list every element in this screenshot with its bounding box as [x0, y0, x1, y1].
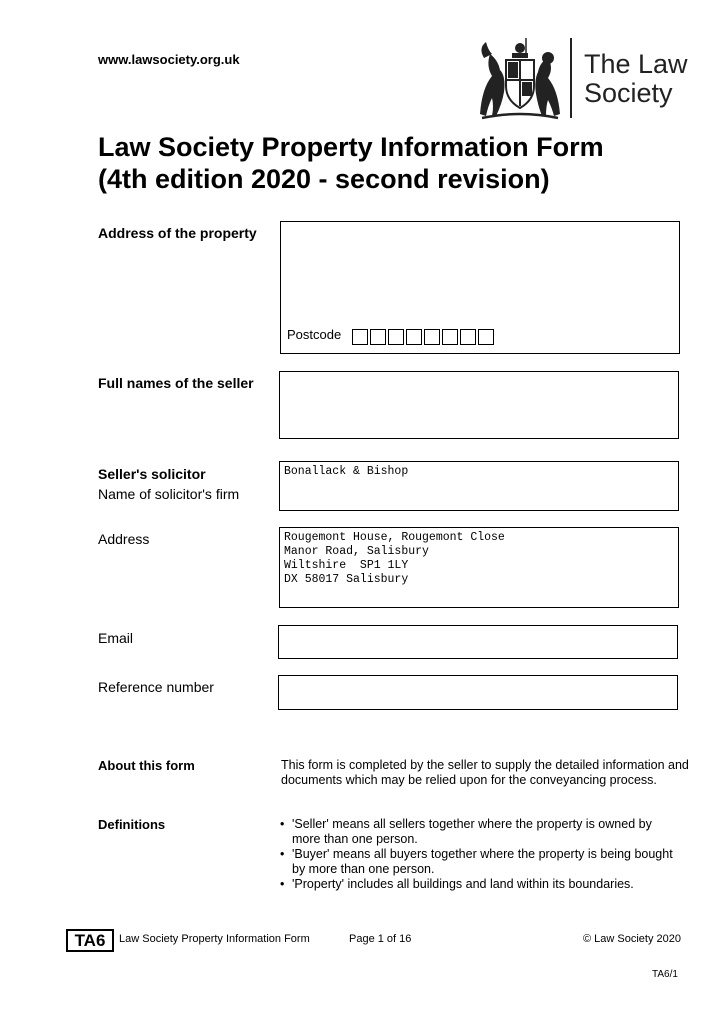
definitions-label: Definitions — [98, 817, 166, 832]
postcode-char-box[interactable] — [424, 329, 440, 345]
seller-names-field[interactable] — [279, 371, 679, 439]
seller-names-label: Full names of the seller — [98, 375, 254, 391]
footer-form-ref: TA6/1 — [652, 969, 678, 980]
seller-names-value — [280, 372, 678, 378]
footer-form-name: Law Society Property Information Form — [119, 933, 310, 945]
postcode-char-box[interactable] — [388, 329, 404, 345]
postcode-boxes[interactable] — [352, 329, 494, 345]
property-address-label: Address of the property — [98, 225, 257, 241]
definition-item: • 'Property' includes all buildings and land within its boundaries. — [280, 877, 680, 892]
postcode-char-box[interactable] — [406, 329, 422, 345]
law-society-logo — [476, 34, 696, 124]
logo-divider — [570, 38, 572, 118]
postcode-char-box[interactable] — [442, 329, 458, 345]
logo-text — [584, 50, 688, 108]
page-title — [98, 131, 604, 195]
postcode-char-box[interactable] — [352, 329, 368, 345]
footer-page-number: Page 1 of 16 — [349, 933, 412, 945]
reference-label: Reference number — [98, 679, 214, 695]
definition-item: • 'Buyer' means all buyers together where the property is being bought by more than one person. — [280, 847, 680, 877]
footer-copyright: © Law Society 2020 — [583, 933, 681, 945]
email-field[interactable] — [278, 625, 678, 659]
reference-field[interactable] — [278, 675, 678, 710]
solicitor-address-value: Rougemont House, Rougemont Close Manor Road, Salisbury Wiltshire SP1 1LY DX 58017 Salisbury — [284, 531, 505, 586]
logo-line-1: The Law — [584, 49, 688, 79]
email-value — [279, 626, 677, 632]
property-address-value — [281, 222, 679, 228]
website-url: www.lawsociety.org.uk — [98, 52, 240, 67]
definition-item: • 'Seller' means all sellers together where the property is owned by more than one person. — [280, 817, 680, 847]
about-label: About this form — [98, 758, 195, 773]
postcode-char-box[interactable] — [478, 329, 494, 345]
solicitor-section-label: Seller's solicitor — [98, 466, 206, 482]
solicitor-firm-value: Bonallack & Bishop — [284, 465, 409, 478]
title-line-2: (4th edition 2020 - second revision) — [98, 164, 550, 194]
postcode-char-box[interactable] — [460, 329, 476, 345]
coat-of-arms-icon — [476, 36, 564, 122]
definitions-list — [280, 817, 680, 892]
logo-line-2: Society — [584, 78, 673, 108]
postcode-label: Postcode — [287, 327, 342, 342]
email-label: Email — [98, 630, 134, 646]
about-text: This form is completed by the seller to supply the detailed information and documents which may be relied upon for the conveyancing process. — [281, 758, 689, 787]
solicitor-firm-label: Name of solicitor's firm — [98, 486, 240, 502]
solicitor-address-label: Address — [98, 531, 150, 547]
solicitor-firm-field[interactable] — [279, 461, 679, 511]
title-line-1: Law Society Property Information Form — [98, 132, 604, 162]
reference-value — [279, 676, 677, 682]
form-code-badge: TA6 — [66, 929, 114, 952]
postcode-char-box[interactable] — [370, 329, 386, 345]
solicitor-address-field[interactable] — [279, 527, 679, 608]
property-address-field[interactable] — [280, 221, 680, 354]
